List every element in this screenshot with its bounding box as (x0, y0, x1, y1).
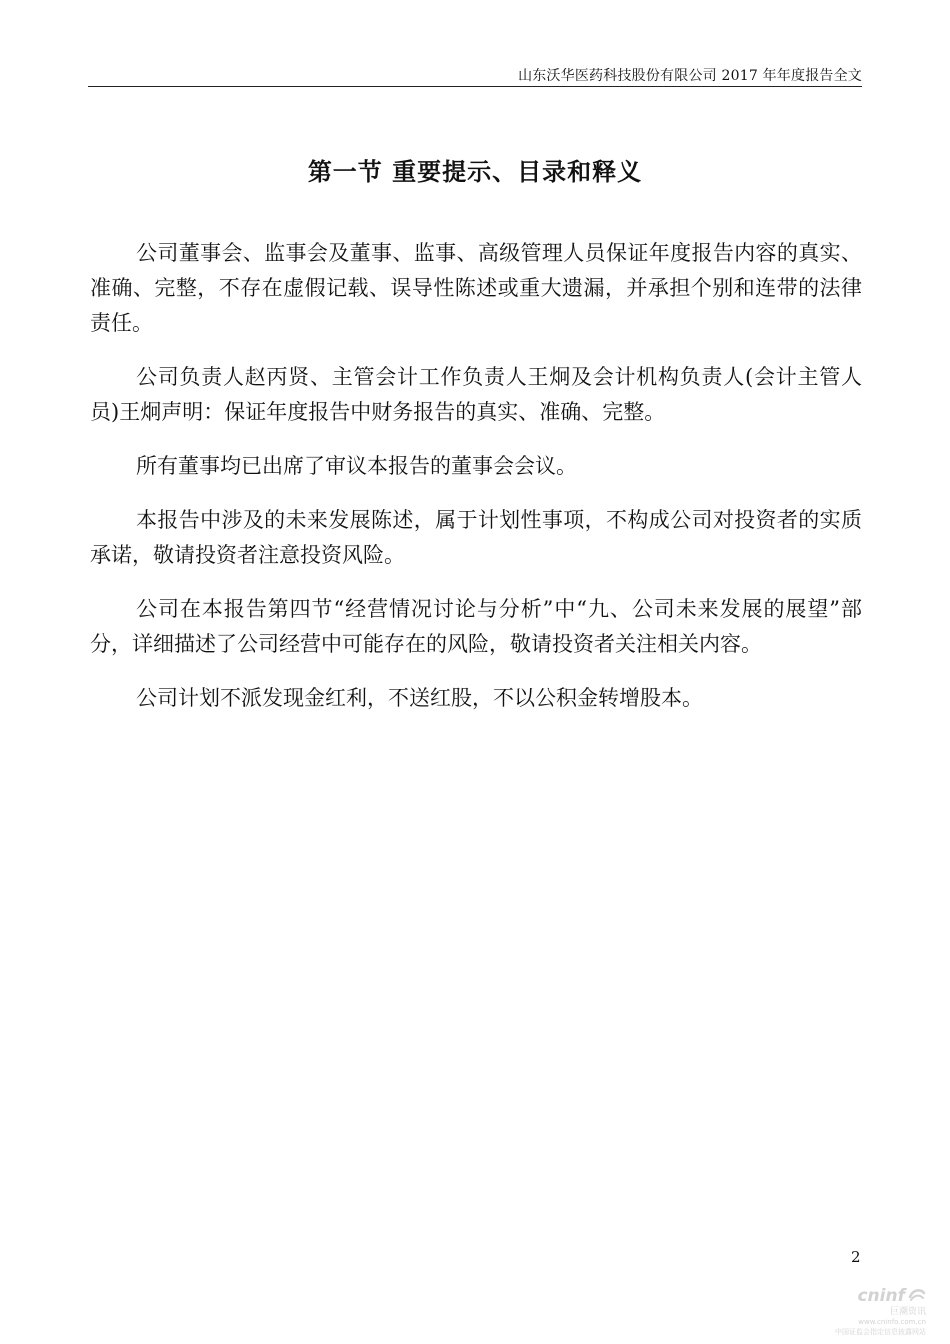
paragraph-3: 所有董事均已出席了审议本报告的董事会会议。 (136, 454, 577, 478)
paragraph-4: 本报告中涉及的未来发展陈述，属于计划性事项，不构成公司对投资者的实质承诺，敬请投资者注意投资风险。 (90, 508, 862, 567)
watermark-tagline: 中国证监会指定信息披露网站 (835, 1328, 926, 1336)
watermark-logo-text: cninf (857, 1286, 905, 1306)
watermark-url: www.cninfo.com.cn (858, 1318, 926, 1326)
watermark-chinese-name: 巨潮资讯 (889, 1307, 926, 1317)
paragraph-5: 公司在本报告第四节“经营情况讨论与分析”中“九、公司未来发展的展望”部分，详细描述了公司经营中可能存在的风险，敬请投资者关注相关内容。 (90, 597, 862, 656)
body-text (90, 236, 862, 735)
cninfo-swirl-icon (908, 1286, 926, 1306)
watermark-logo-row (816, 1286, 926, 1306)
cninfo-watermark (816, 1286, 926, 1337)
paragraph-6: 公司计划不派发现金红利，不送红股，不以公积金转增股本。 (136, 686, 703, 710)
section-title: 第一节 重要提示、目录和释义 (307, 158, 643, 186)
paragraph-2: 公司负责人赵丙贤、主管会计工作负责人王炯及会计机构负责人(会计主管人员)王炯声明：保证年度报告中财务报告的真实、准确、完整。 (90, 365, 862, 424)
header-title: 山东沃华医药科技股份有限公司 2017 年年度报告全文 (518, 68, 862, 84)
paragraph-1: 公司董事会、监事会及董事、监事、高级管理人员保证年度报告内容的真实、准确、完整，不存在虚假记载、误导性陈述或重大遗漏，并承担个别和连带的法律责任。 (90, 241, 862, 335)
page-header (88, 60, 862, 87)
page-number: 2 (851, 1248, 861, 1266)
